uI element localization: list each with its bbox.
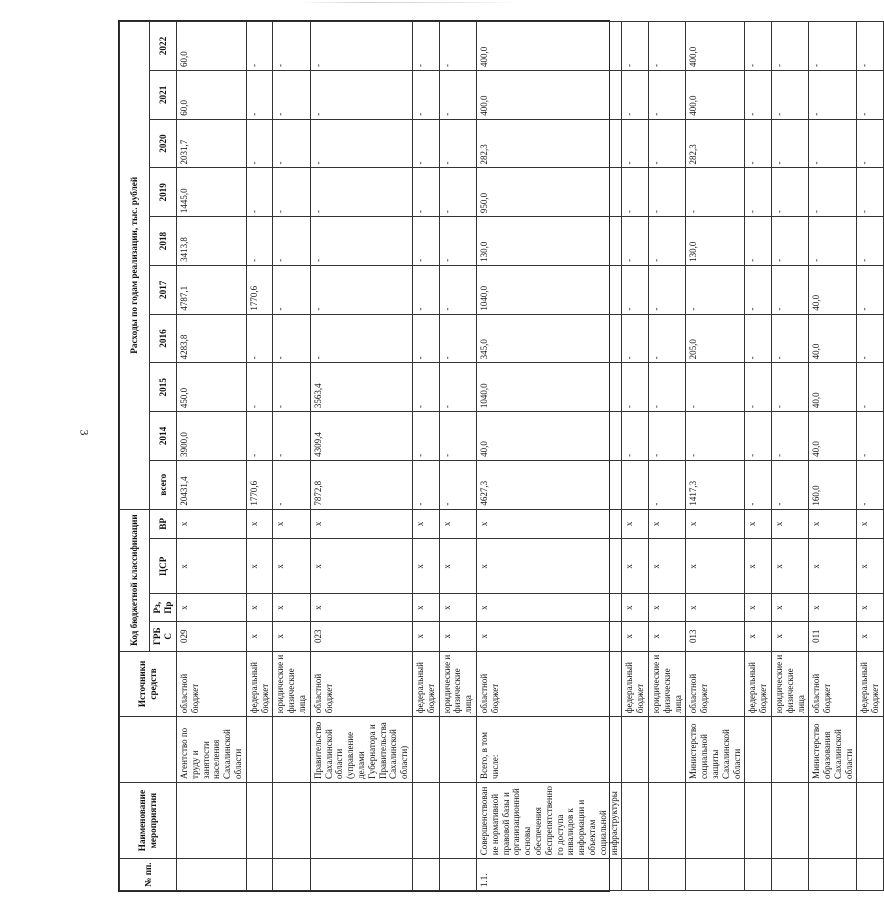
- row-year-cell: -: [439, 168, 476, 217]
- row-rzpr-cell: x: [745, 594, 772, 622]
- row-year-cell: -: [413, 412, 440, 461]
- row-year-cell: -: [439, 363, 476, 412]
- row-year-cell: -: [745, 217, 772, 266]
- row-year-cell: -: [439, 70, 476, 119]
- row-year-cell: -: [745, 363, 772, 412]
- row-csr-cell: x: [622, 539, 649, 594]
- row-year-cell: 4309,4: [310, 412, 412, 461]
- row-year-cell: 130,0: [476, 217, 621, 266]
- row-year-cell: -: [273, 314, 310, 363]
- row-source-cell: федеральный бюджет: [745, 651, 772, 717]
- row-year-cell: -: [648, 412, 685, 461]
- row-year-cell: 400,0: [476, 70, 621, 119]
- row-csr-cell: x: [246, 539, 273, 594]
- row-year-cell: -: [771, 168, 808, 217]
- row-total-cell: -: [857, 460, 884, 509]
- row-total-cell: -: [273, 460, 310, 509]
- row-year-cell: -: [745, 168, 772, 217]
- row-year-cell: 2031,7: [177, 119, 247, 168]
- row-year-cell: -: [857, 314, 884, 363]
- budget-table: [118, 20, 881, 892]
- row-year-cell: -: [622, 70, 649, 119]
- row-year-cell: -: [310, 314, 412, 363]
- row-year-cell: -: [857, 265, 884, 314]
- row-year-cell: 400,0: [476, 22, 621, 71]
- row-source-cell: областной бюджет: [310, 651, 412, 717]
- row-vr-cell: x: [310, 509, 412, 539]
- row-name-cell: [177, 782, 247, 858]
- row-total-cell: -: [648, 460, 685, 509]
- row-num-cell: [177, 859, 247, 891]
- row-total-cell: 4627,3: [476, 460, 621, 509]
- row-name-cell: Совершенствование нормативной правовой базы и организационной основы обеспечения беспрепятственного доступа инвалидов к информации и объектам социальной инфраструктуры: [476, 782, 621, 858]
- table-row: [771, 22, 808, 891]
- row-num-cell: [413, 859, 440, 891]
- row-year-cell: 40,0: [809, 314, 857, 363]
- row-year-cell: -: [310, 70, 412, 119]
- col-header-year: 2016: [150, 314, 177, 363]
- row-csr-cell: x: [745, 539, 772, 594]
- row-csr-cell: x: [809, 539, 857, 594]
- row-source-cell: областной бюджет: [476, 651, 621, 717]
- col-header-grbs: ГРБС: [150, 621, 177, 651]
- row-year-cell: -: [439, 412, 476, 461]
- row-vr-cell: x: [622, 509, 649, 539]
- table-row: [857, 22, 884, 891]
- row-year-cell: -: [648, 265, 685, 314]
- row-year-cell: -: [745, 314, 772, 363]
- row-name-cell: [246, 782, 273, 858]
- row-source-cell: федеральный бюджет: [857, 651, 884, 717]
- col-header-year: 2017: [150, 265, 177, 314]
- row-year-cell: -: [771, 22, 808, 71]
- row-num-cell: [809, 859, 857, 891]
- row-year-cell: 205,0: [686, 314, 745, 363]
- row-vr-cell: x: [439, 509, 476, 539]
- row-year-cell: -: [809, 168, 857, 217]
- row-total-cell: -: [745, 460, 772, 509]
- row-year-cell: -: [745, 119, 772, 168]
- row-grbs-cell: x: [439, 621, 476, 651]
- row-total-cell: [622, 460, 649, 509]
- col-header-year: 2022: [150, 22, 177, 71]
- row-csr-cell: x: [273, 539, 310, 594]
- row-year-cell: 40,0: [809, 265, 857, 314]
- row-year-cell: 282,3: [476, 119, 621, 168]
- row-year-cell: -: [622, 265, 649, 314]
- row-rzpr-cell: x: [771, 594, 808, 622]
- row-year-cell: -: [622, 363, 649, 412]
- row-year-cell: -: [413, 22, 440, 71]
- row-vr-cell: x: [686, 509, 745, 539]
- row-total-cell: -: [771, 460, 808, 509]
- row-year-cell: -: [246, 314, 273, 363]
- row-executor-cell: Всего, в том числе:: [476, 717, 621, 783]
- row-year-cell: -: [310, 168, 412, 217]
- row-source-cell: юридические и физические лица: [648, 651, 685, 717]
- row-year-cell: 60,0: [177, 70, 247, 119]
- row-grbs-cell: x: [273, 621, 310, 651]
- row-vr-cell: x: [246, 509, 273, 539]
- row-rzpr-cell: x: [246, 594, 273, 622]
- table-row: [476, 22, 621, 891]
- col-header-vr: ВР: [150, 509, 177, 539]
- row-year-cell: -: [648, 217, 685, 266]
- row-year-cell: -: [809, 217, 857, 266]
- row-year-cell: -: [622, 217, 649, 266]
- row-vr-cell: x: [771, 509, 808, 539]
- row-year-cell: 345,0: [476, 314, 621, 363]
- row-source-cell: областной бюджет: [809, 651, 857, 717]
- row-year-cell: -: [413, 119, 440, 168]
- row-year-cell: 3413,8: [177, 217, 247, 266]
- row-year-cell: -: [439, 265, 476, 314]
- row-year-cell: -: [809, 119, 857, 168]
- row-year-cell: -: [273, 412, 310, 461]
- row-executor-cell: [771, 717, 808, 783]
- row-csr-cell: x: [648, 539, 685, 594]
- row-year-cell: -: [648, 363, 685, 412]
- row-grbs-cell: x: [476, 621, 621, 651]
- col-header-year: 2014: [150, 412, 177, 461]
- row-vr-cell: x: [745, 509, 772, 539]
- row-year-cell: -: [310, 22, 412, 71]
- row-total-cell: 160,0: [809, 460, 857, 509]
- table-row: [686, 22, 745, 891]
- row-year-cell: 1040,0: [476, 363, 621, 412]
- row-year-cell: 400,0: [686, 70, 745, 119]
- row-source-cell: федеральный бюджет: [413, 651, 440, 717]
- row-grbs-cell: 013: [686, 621, 745, 651]
- row-rzpr-cell: x: [686, 594, 745, 622]
- row-year-cell: -: [771, 70, 808, 119]
- row-csr-cell: x: [857, 539, 884, 594]
- row-vr-cell: x: [648, 509, 685, 539]
- row-year-cell: -: [648, 22, 685, 71]
- row-executor-cell: [273, 717, 310, 783]
- row-rzpr-cell: x: [439, 594, 476, 622]
- row-total-cell: -: [413, 460, 440, 509]
- row-year-cell: -: [745, 265, 772, 314]
- table-row: [648, 22, 685, 891]
- row-year-cell: 450,0: [177, 363, 247, 412]
- row-year-cell: -: [857, 70, 884, 119]
- row-year-cell: -: [686, 168, 745, 217]
- row-year-cell: 1770,6: [246, 265, 273, 314]
- row-grbs-cell: x: [857, 621, 884, 651]
- row-num-cell: [246, 859, 273, 891]
- row-year-cell: 4787,1: [177, 265, 247, 314]
- row-source-cell: федеральный бюджет: [246, 651, 273, 717]
- col-header-codes-group: Код бюджетной классификации: [120, 509, 150, 651]
- row-num-cell: [648, 859, 685, 891]
- row-total-cell: -: [439, 460, 476, 509]
- row-year-cell: -: [771, 314, 808, 363]
- row-year-cell: 3900,0: [177, 412, 247, 461]
- row-source-cell: юридические и физические лица: [273, 651, 310, 717]
- row-rzpr-cell: x: [648, 594, 685, 622]
- row-name-cell: [273, 782, 310, 858]
- row-vr-cell: x: [177, 509, 247, 539]
- row-year-cell: -: [439, 119, 476, 168]
- row-year-cell: -: [413, 265, 440, 314]
- row-year-cell: 400,0: [686, 22, 745, 71]
- scan-artifact: [300, 2, 520, 3]
- col-header-executor: [120, 717, 177, 783]
- row-year-cell: -: [857, 363, 884, 412]
- row-grbs-cell: 023: [310, 621, 412, 651]
- row-source-cell: юридические и физические лица: [771, 651, 808, 717]
- col-header-spend-group: Расходы по годам реализации, тыс. рублей: [120, 22, 150, 510]
- row-name-cell: [745, 782, 772, 858]
- row-grbs-cell: x: [246, 621, 273, 651]
- row-total-cell: 20431,4: [177, 460, 247, 509]
- row-source-cell: юридические и физические лица: [439, 651, 476, 717]
- row-executor-cell: [413, 717, 440, 783]
- col-header-rzpr: Рз, Пр: [150, 594, 177, 622]
- row-name-cell: [686, 782, 745, 858]
- row-csr-cell: x: [413, 539, 440, 594]
- row-num-cell: [622, 859, 649, 891]
- row-year-cell: -: [273, 217, 310, 266]
- row-executor-cell: Правительство Сахалинской области (управление делами Губернатора и Правительства Сахалинской области): [310, 717, 412, 783]
- row-source-cell: федеральный бюджет: [622, 651, 649, 717]
- row-num-cell: [857, 859, 884, 891]
- row-name-cell: [439, 782, 476, 858]
- col-header-num: № пп.: [120, 859, 177, 891]
- row-num-cell: [273, 859, 310, 891]
- row-year-cell: -: [439, 314, 476, 363]
- row-num-cell: 1.1.: [476, 859, 621, 891]
- row-num-cell: [745, 859, 772, 891]
- row-year-cell: -: [771, 265, 808, 314]
- row-year-cell: -: [246, 22, 273, 71]
- row-year-cell: -: [310, 265, 412, 314]
- row-year-cell: -: [771, 217, 808, 266]
- row-source-cell: областной бюджет: [686, 651, 745, 717]
- row-grbs-cell: x: [622, 621, 649, 651]
- row-year-cell: 60,0: [177, 22, 247, 71]
- row-year-cell: -: [310, 217, 412, 266]
- row-name-cell: [413, 782, 440, 858]
- row-year-cell: -: [745, 412, 772, 461]
- row-vr-cell: x: [809, 509, 857, 539]
- row-executor-cell: Агентство по труду и занятости населения Сахалинской области: [177, 717, 247, 783]
- row-year-cell: -: [686, 412, 745, 461]
- row-year-cell: -: [413, 217, 440, 266]
- row-year-cell: -: [273, 265, 310, 314]
- row-year-cell: 40,0: [809, 363, 857, 412]
- row-name-cell: [809, 782, 857, 858]
- row-rzpr-cell: x: [177, 594, 247, 622]
- row-year-cell: -: [246, 217, 273, 266]
- row-year-cell: 40,0: [476, 412, 621, 461]
- row-executor-cell: Министерство социальной защиты Сахалинской области: [686, 717, 745, 783]
- row-year-cell: -: [273, 119, 310, 168]
- row-year-cell: -: [857, 217, 884, 266]
- row-year-cell: -: [686, 363, 745, 412]
- row-year-cell: -: [246, 412, 273, 461]
- row-year-cell: -: [413, 314, 440, 363]
- row-csr-cell: x: [771, 539, 808, 594]
- row-year-cell: -: [246, 168, 273, 217]
- row-year-cell: -: [439, 22, 476, 71]
- row-name-cell: [771, 782, 808, 858]
- row-name-cell: [857, 782, 884, 858]
- row-year-cell: -: [771, 412, 808, 461]
- row-year-cell: -: [771, 119, 808, 168]
- row-executor-cell: [439, 717, 476, 783]
- row-rzpr-cell: x: [622, 594, 649, 622]
- row-year-cell: 950,0: [476, 168, 621, 217]
- table-row: [809, 22, 857, 891]
- col-header-name: Наименование мероприятия: [120, 782, 177, 858]
- row-year-cell: -: [246, 119, 273, 168]
- row-rzpr-cell: x: [809, 594, 857, 622]
- table-row: [622, 22, 649, 891]
- row-year-cell: -: [622, 119, 649, 168]
- row-year-cell: 1040,0: [476, 265, 621, 314]
- row-csr-cell: x: [177, 539, 247, 594]
- row-year-cell: -: [246, 70, 273, 119]
- row-year-cell: 282,3: [686, 119, 745, 168]
- row-name-cell: [622, 782, 649, 858]
- row-vr-cell: x: [476, 509, 621, 539]
- row-grbs-cell: 011: [809, 621, 857, 651]
- row-year-cell: -: [413, 168, 440, 217]
- row-executor-cell: Министерство образования Сахалинской области: [809, 717, 857, 783]
- row-year-cell: -: [648, 119, 685, 168]
- col-header-total: всего: [150, 460, 177, 509]
- row-year-cell: -: [857, 168, 884, 217]
- row-year-cell: -: [439, 217, 476, 266]
- row-total-cell: 7872,8: [310, 460, 412, 509]
- row-executor-cell: [246, 717, 273, 783]
- row-source-cell: областной бюджет: [177, 651, 247, 717]
- row-year-cell: 130,0: [686, 217, 745, 266]
- row-year-cell: -: [622, 168, 649, 217]
- row-vr-cell: x: [857, 509, 884, 539]
- row-num-cell: [686, 859, 745, 891]
- row-year-cell: -: [273, 168, 310, 217]
- col-header-source: Источники средств: [120, 651, 177, 717]
- table-row: [439, 22, 476, 891]
- row-num-cell: [771, 859, 808, 891]
- row-executor-cell: [857, 717, 884, 783]
- col-header-year: 2020: [150, 119, 177, 168]
- row-total-cell: 1770,6: [246, 460, 273, 509]
- row-executor-cell: [648, 717, 685, 783]
- row-year-cell: -: [246, 363, 273, 412]
- row-num-cell: [439, 859, 476, 891]
- row-vr-cell: x: [413, 509, 440, 539]
- row-year-cell: -: [686, 265, 745, 314]
- row-year-cell: -: [745, 22, 772, 71]
- row-rzpr-cell: x: [310, 594, 412, 622]
- row-year-cell: 1445,0: [177, 168, 247, 217]
- row-year-cell: -: [622, 412, 649, 461]
- row-year-cell: -: [622, 314, 649, 363]
- row-rzpr-cell: x: [273, 594, 310, 622]
- row-rzpr-cell: x: [413, 594, 440, 622]
- row-year-cell: -: [648, 70, 685, 119]
- row-year-cell: 4283,8: [177, 314, 247, 363]
- row-year-cell: -: [622, 22, 649, 71]
- row-year-cell: -: [857, 22, 884, 71]
- row-executor-cell: [745, 717, 772, 783]
- row-csr-cell: x: [310, 539, 412, 594]
- row-csr-cell: x: [686, 539, 745, 594]
- row-year-cell: -: [809, 70, 857, 119]
- row-num-cell: [310, 859, 412, 891]
- col-header-year: 2021: [150, 70, 177, 119]
- row-year-cell: -: [273, 363, 310, 412]
- row-year-cell: -: [413, 363, 440, 412]
- row-grbs-cell: x: [648, 621, 685, 651]
- table-row: [310, 22, 412, 891]
- row-csr-cell: x: [476, 539, 621, 594]
- table-row: [273, 22, 310, 891]
- row-csr-cell: x: [439, 539, 476, 594]
- row-rzpr-cell: x: [857, 594, 884, 622]
- row-name-cell: [310, 782, 412, 858]
- row-year-cell: -: [310, 119, 412, 168]
- row-vr-cell: x: [273, 509, 310, 539]
- row-year-cell: -: [273, 22, 310, 71]
- row-year-cell: 40,0: [809, 412, 857, 461]
- row-grbs-cell: x: [745, 621, 772, 651]
- row-rzpr-cell: x: [476, 594, 621, 622]
- row-year-cell: -: [857, 119, 884, 168]
- row-year-cell: -: [809, 22, 857, 71]
- col-header-year: 2018: [150, 217, 177, 266]
- table-row: [413, 22, 440, 891]
- row-grbs-cell: x: [771, 621, 808, 651]
- col-header-year: 2019: [150, 168, 177, 217]
- page-number: 3: [77, 429, 92, 436]
- row-year-cell: 3563,4: [310, 363, 412, 412]
- row-executor-cell: [622, 717, 649, 783]
- row-year-cell: -: [857, 412, 884, 461]
- row-grbs-cell: 029: [177, 621, 247, 651]
- row-year-cell: -: [745, 70, 772, 119]
- col-header-year: 2015: [150, 363, 177, 412]
- row-grbs-cell: x: [413, 621, 440, 651]
- row-year-cell: -: [413, 70, 440, 119]
- row-year-cell: -: [648, 314, 685, 363]
- row-year-cell: -: [273, 70, 310, 119]
- table-row: [177, 22, 247, 891]
- row-total-cell: 1417,3: [686, 460, 745, 509]
- col-header-csr: ЦСР: [150, 539, 177, 594]
- row-year-cell: -: [648, 168, 685, 217]
- table-row: [246, 22, 273, 891]
- row-name-cell: [648, 782, 685, 858]
- row-year-cell: -: [771, 363, 808, 412]
- table-row: [745, 22, 772, 891]
